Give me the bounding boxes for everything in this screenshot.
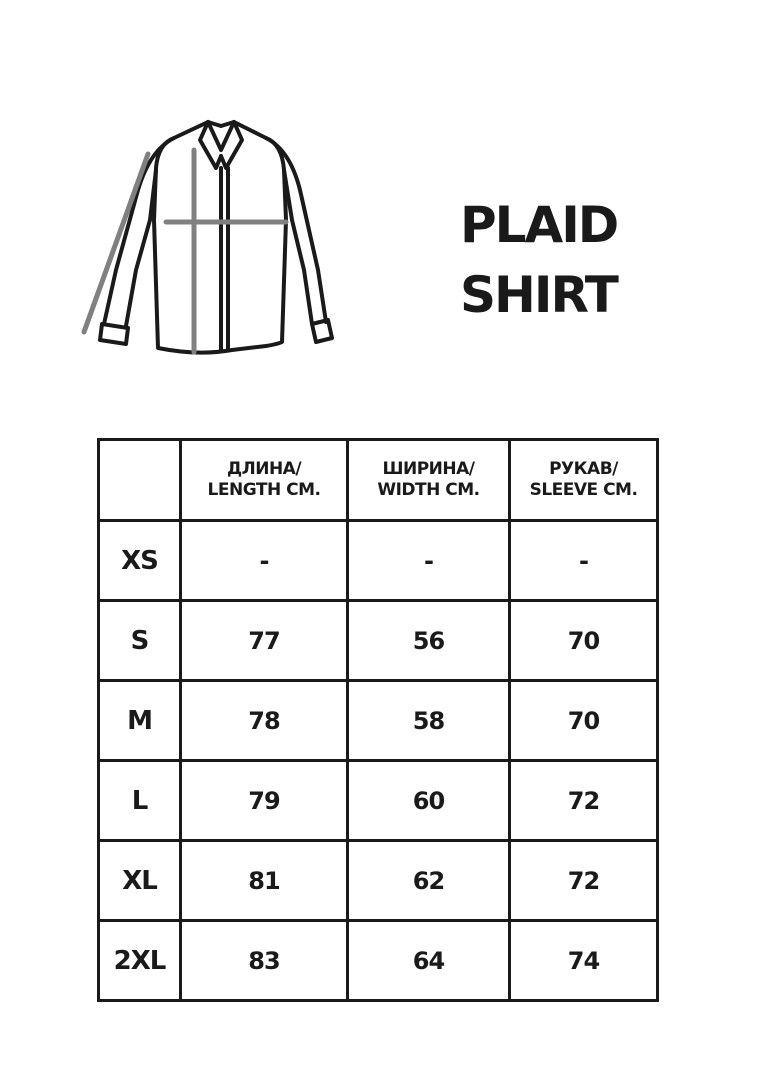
header-sleeve-ru: РУКАВ/ (549, 459, 618, 479)
sleeve-cell: 72 (510, 841, 658, 921)
header-sleeve-en: SLEEVE CM. (529, 480, 638, 500)
length-cell: - (181, 521, 348, 601)
size-cell: S (99, 601, 181, 681)
size-chart-table (97, 438, 659, 1002)
title-line-1: PLAID (460, 196, 618, 254)
header-size-corner (99, 440, 181, 521)
size-cell: XL (99, 841, 181, 921)
table-row (99, 841, 658, 921)
table-row (99, 601, 658, 681)
length-cell: 77 (181, 601, 348, 681)
table-header-row (99, 440, 658, 521)
sleeve-cell: 70 (510, 681, 658, 761)
shirt-measurement-icon (70, 110, 370, 370)
length-cell: 78 (181, 681, 348, 761)
header-length (181, 440, 348, 521)
header-width (348, 440, 510, 521)
size-cell: M (99, 681, 181, 761)
page-title (460, 190, 617, 330)
width-cell: - (348, 521, 510, 601)
table-row (99, 921, 658, 1001)
sleeve-cell: 74 (510, 921, 658, 1001)
table-row (99, 761, 658, 841)
size-cell: 2XL (99, 921, 181, 1001)
width-cell: 60 (348, 761, 510, 841)
size-cell: L (99, 761, 181, 841)
width-cell: 58 (348, 681, 510, 761)
width-cell: 56 (348, 601, 510, 681)
header-width-ru: ШИРИНА/ (382, 459, 475, 479)
width-cell: 64 (348, 921, 510, 1001)
header-length-ru: ДЛИНА/ (226, 459, 302, 479)
size-cell: XS (99, 521, 181, 601)
table-row (99, 521, 658, 601)
header-sleeve (510, 440, 658, 521)
width-cell: 62 (348, 841, 510, 921)
table-row (99, 681, 658, 761)
sleeve-cell: 72 (510, 761, 658, 841)
length-cell: 81 (181, 841, 348, 921)
length-cell: 79 (181, 761, 348, 841)
title-line-2: SHIRT (460, 266, 617, 324)
sleeve-cell: - (510, 521, 658, 601)
length-cell: 83 (181, 921, 348, 1001)
shirt-illustration (70, 110, 370, 370)
header-width-en: WIDTH CM. (377, 480, 480, 500)
sleeve-cell: 70 (510, 601, 658, 681)
header-length-en: LENGTH CM. (207, 480, 321, 500)
